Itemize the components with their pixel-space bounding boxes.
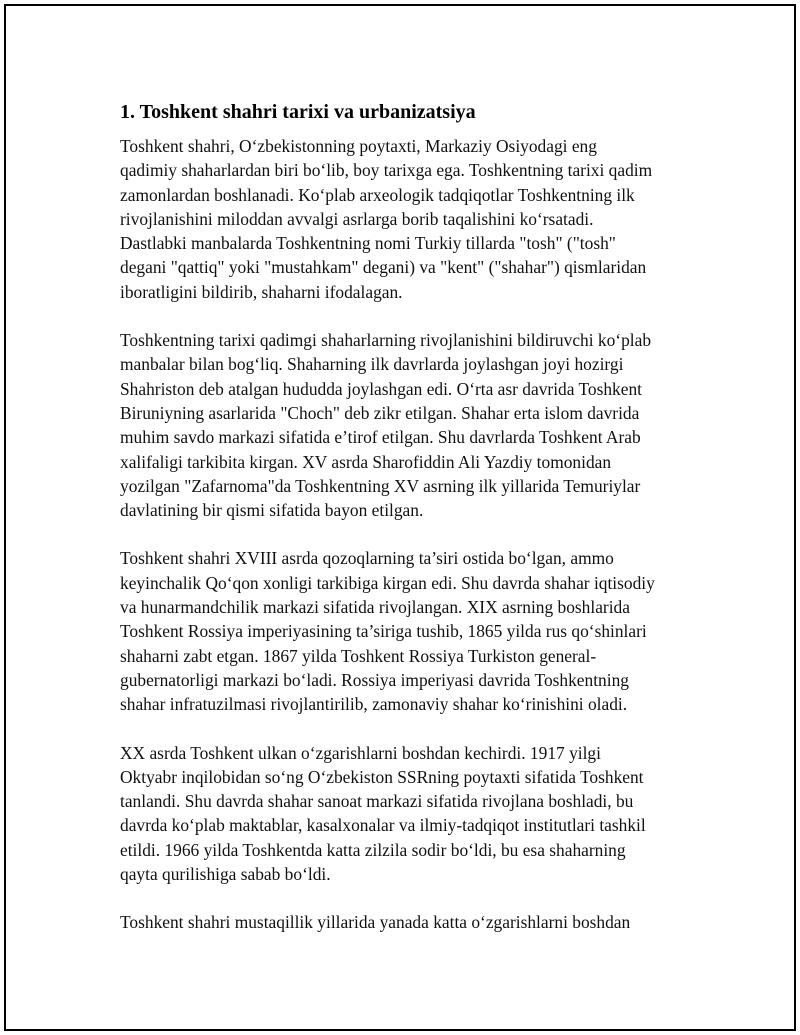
text-line: shahar infratuzilmasi rivojlantirilib, zamonaviy shahar ko‘rinishini oladi. — [120, 694, 628, 715]
text-line: va hunarmandchilik markazi sifatida rivojlangan. XIX asrning boshlarida — [120, 597, 630, 618]
text-line: davrda ko‘plab maktablar, kasalxonalar va ilmiy-tadqiqot institutlari tashkil — [120, 815, 646, 836]
text-line: Toshkent shahri XVIII asrda qozoqlarning ta’siri ostida bo‘lgan, ammo — [120, 548, 614, 569]
text-line: qadimiy shaharlardan biri bo‘lib, boy tarixga ega. Toshkentning tarixi qadim — [120, 160, 653, 181]
text-line: xalifaligi tarkibita kirgan. XV asrda Sharofiddin Ali Yazdiy tomonidan — [120, 451, 612, 472]
paragraph-3 — [120, 546, 698, 716]
text-line: degani "qattiq" yoki "mustahkam" degani) va "kent" ("shahar") qismlaridan — [120, 257, 647, 278]
paragraph-2 — [120, 328, 698, 522]
text-line: muhim savdo markazi sifatida e’tirof etilgan. Shu davrlarda Toshkent Arab — [120, 427, 641, 448]
text-line: rivojlanishini miloddan avvalgi asrlarga borib taqalishini ko‘rsatadi. — [120, 208, 594, 229]
paragraph-1 — [120, 134, 698, 304]
text-line: Toshkent shahri, O‘zbekistonning poytaxti, Markaziy Osiyodagi eng — [120, 136, 597, 156]
section-heading: 1. Toshkent shahri tarixi va urbanizatsiya — [120, 101, 476, 123]
text-line: Toshkent shahri mustaqillik yillarida yanada katta o‘zgarishlarni boshdan — [120, 912, 631, 933]
text-line: davlatining bir qismi sifatida bayon etilgan. — [120, 500, 424, 521]
text-line: Biruniyning asarlarida "Choch" deb zikr etilgan. Shahar erta islom davrida — [120, 402, 640, 423]
text-line: zamonlardan boshlanadi. Ko‘plab arxeologik tadqiqotlar Toshkentning ilk — [120, 184, 635, 205]
document-body — [120, 98, 698, 959]
text-line: gubernatorligi markazi bo‘ladi. Rossiya imperiyasi davrida Toshkentning — [120, 669, 629, 690]
text-line: keyinchalik Qo‘qon xonligi tarkibiga kirgan edi. Shu davrda shahar iqtisodiy — [120, 572, 655, 593]
text-line: Toshkent Rossiya imperiyasining ta’siriga tushib, 1865 yilda rus qo‘shinlari — [120, 621, 647, 642]
text-line: yozilgan "Zafarnoma"da Toshkentning XV asrning ilk yillarida Temuriylar — [120, 475, 641, 496]
text-line: qayta qurilishiga sabab bo‘ldi. — [120, 864, 331, 885]
paragraph-5 — [120, 910, 698, 934]
text-line: tanlandi. Shu davrda shahar sanoat markazi sifatida rivojlana boshladi, bu — [120, 791, 634, 812]
paragraph-4 — [120, 741, 698, 887]
page-frame — [4, 4, 796, 1031]
text-line: iboratligini bildirib, shaharni ifodalagan. — [120, 281, 403, 302]
text-line: shaharni zabt etgan. 1867 yilda Toshkent Rossiya Turkiston general- — [120, 645, 597, 666]
text-line: XX asrda Toshkent ulkan o‘zgarishlarni boshdan kechirdi. 1917 yilgi — [120, 742, 601, 763]
text-line: Dastlabki manbalarda Toshkentning nomi Turkiy tillarda "tosh" ("tosh" — [120, 233, 616, 254]
text-line: Oktyabr inqilobidan so‘ng O‘zbekiston SSRning poytaxti sifatida Toshkent — [120, 766, 644, 787]
text-line: Shahriston deb atalgan hududda joylashgan edi. O‘rta asr davrida Toshkent — [120, 378, 642, 399]
text-line: manbalar bilan bog‘liq. Shaharning ilk davrlarda joylashgan joyi hozirgi — [120, 354, 624, 375]
text-line: Toshkentning tarixi qadimgi shaharlarning rivojlanishini bildiruvchi ko‘plab — [120, 330, 652, 351]
text-line: etildi. 1966 yilda Toshkentda katta zilzila sodir bo‘ldi, bu esa shaharning — [120, 839, 626, 860]
